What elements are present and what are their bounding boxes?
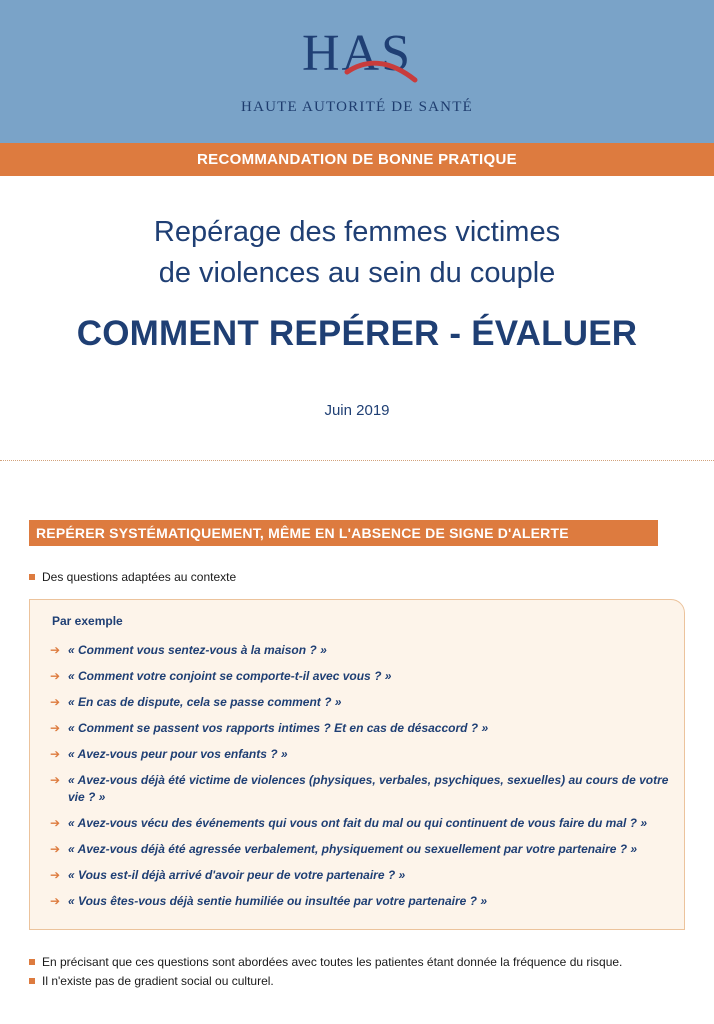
closing-bullet-text: En précisant que ces questions sont abordées avec toutes les patientes étant donnée la fréquence du risque. bbox=[42, 955, 623, 969]
subtitle-line-2: de violences au sein du couple bbox=[158, 257, 556, 289]
question-item: ➔ « Avez-vous déjà été agressée verbalement, physiquement ou sexuellement par votre partenaire ? » bbox=[50, 842, 638, 856]
subtitle-line-1: Repérage des femmes victimes bbox=[153, 216, 561, 248]
document-subtitle bbox=[0, 212, 714, 294]
question-item: ➔ « Comment votre conjoint se comporte-t-il avec vous ? » bbox=[50, 669, 392, 683]
arrow-right-icon: ➔ bbox=[50, 643, 61, 657]
section-heading: REPÉRER SYSTÉMATIQUEMENT, MÊME EN L'ABSENCE DE SIGNE D'ALERTE bbox=[29, 520, 658, 546]
has-logo-icon bbox=[287, 20, 427, 90]
closing-bullet-text: Il n'existe pas de gradient social ou culturel. bbox=[42, 974, 274, 988]
arrow-right-icon: ➔ bbox=[50, 842, 61, 856]
question-item: ➔ « Avez-vous déjà été victime de violences (physiques, verbales, psychiques, sexuelles) au cours de votre vie ? » bbox=[50, 773, 669, 804]
intro-bullet-text: Des questions adaptées au contexte bbox=[42, 570, 237, 584]
arrow-right-icon: ➔ bbox=[50, 773, 61, 787]
arrow-right-icon: ➔ bbox=[50, 695, 61, 709]
organization-name: HAUTE AUTORITÉ DE SANTÉ bbox=[241, 99, 473, 115]
question-item: ➔ « Vous est-il déjà arrivé d'avoir peur de votre partenaire ? » bbox=[50, 868, 406, 882]
closing-bullet bbox=[29, 974, 274, 988]
question-item: ➔ « Vous êtes-vous déjà sentie humiliée ou insultée par votre partenaire ? » bbox=[50, 894, 488, 908]
bullet-square-icon bbox=[29, 574, 35, 580]
has-logo bbox=[0, 20, 714, 90]
logo-letters: HAS bbox=[301, 25, 413, 82]
arrow-right-icon: ➔ bbox=[50, 868, 61, 882]
question-item: ➔ « Avez-vous vécu des événements qui vous ont fait du mal ou qui continuent de vous faire du mal ? » bbox=[50, 816, 647, 830]
arrow-right-icon: ➔ bbox=[50, 894, 61, 908]
category-band: RECOMMANDATION DE BONNE PRATIQUE bbox=[0, 143, 714, 176]
question-item: ➔ « Avez-vous peur pour vos enfants ? » bbox=[50, 747, 288, 761]
bullet-square-icon bbox=[29, 978, 35, 984]
question-item: ➔ « Comment vous sentez-vous à la maison ? » bbox=[50, 643, 327, 657]
closing-bullet bbox=[29, 955, 622, 969]
bullet-square-icon bbox=[29, 959, 35, 965]
question-item: ➔ « Comment se passent vos rapports intimes ? Et en cas de désaccord ? » bbox=[50, 721, 489, 735]
arrow-right-icon: ➔ bbox=[50, 747, 61, 761]
arrow-right-icon: ➔ bbox=[50, 816, 61, 830]
publication-date: Juin 2019 bbox=[324, 402, 390, 419]
arrow-right-icon: ➔ bbox=[50, 669, 61, 683]
arrow-right-icon: ➔ bbox=[50, 721, 61, 735]
example-box bbox=[29, 599, 685, 930]
example-title: Par exemple bbox=[52, 614, 123, 628]
intro-bullet bbox=[29, 570, 236, 584]
question-item: ➔ « En cas de dispute, cela se passe comment ? » bbox=[50, 695, 342, 709]
document-title: COMMENT REPÉRER - ÉVALUER bbox=[76, 314, 638, 353]
dotted-divider bbox=[0, 460, 714, 461]
